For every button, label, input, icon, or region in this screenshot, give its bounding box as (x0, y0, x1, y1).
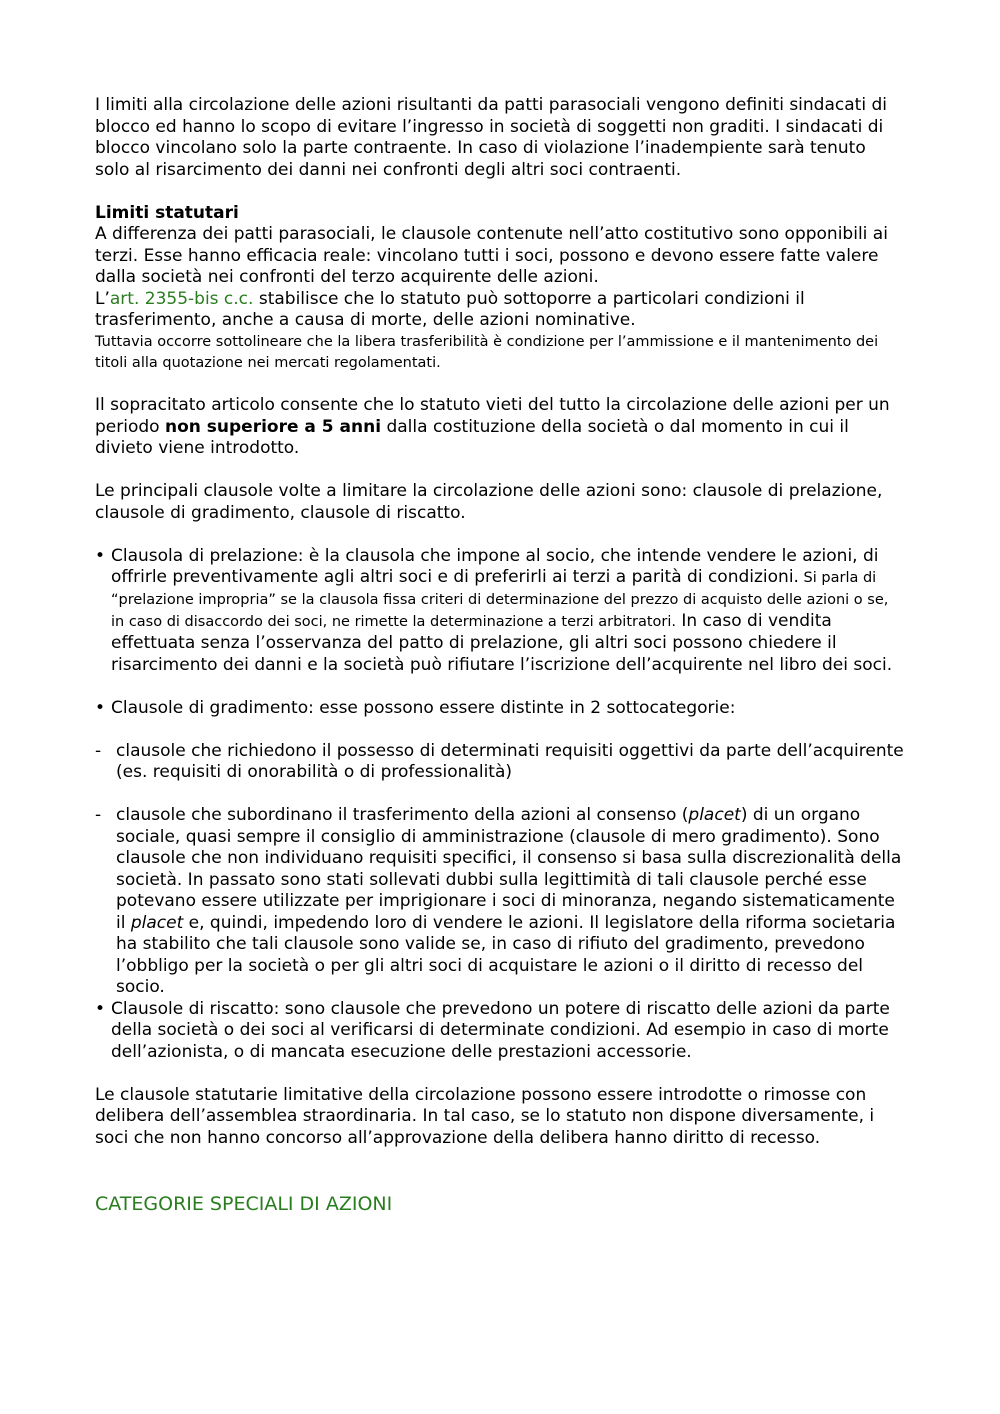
paragraph-limiti-statutari: A differenza dei patti parasociali, le clausole contenute nell’atto costitutivo sono opponibili ai terzi. Esse hanno efficacia reale: vincolano tutti i soci, possono e devono essere fatte valere dalla società nei confronti del terzo acquirente delle azioni. (95, 224, 888, 287)
text-span: Il sopracitato articolo consente che lo statuto vieti del tutto la circolazione delle azioni per un periodo (95, 395, 890, 437)
text-span: dalla costituzione della società o dal momento in cui il divieto viene introdotto. (95, 416, 849, 458)
spacer (95, 1063, 905, 1085)
spacer (95, 1171, 905, 1193)
text-span: ) di un organo sociale, quasi sempre il consiglio di amministrazione (clausole di mero gradimento). Sono clausole che non individuano requisiti specifici, il consenso si basa sulla discrezionalità della società. In passato sono stati sollevati dubbi sulla legittimità di tali clausole perché esse potevano essere utilizzate per imprigionare i soci di minoranza, negando sistematicamente il (116, 805, 902, 933)
spacer (95, 719, 905, 741)
art-rest: stabilisce che lo statuto può sottoporre a particolari condizioni il trasferimento, anche a causa di morte, delle azioni nominative. (95, 288, 805, 330)
dash-item-placet (95, 805, 905, 999)
list-item-gradimento (95, 698, 905, 720)
small-note-quotazione: Tuttavia occorre sottolineare che la libera trasferibilità è condizione per l’ammissione e il mantenimento dei titoli alla quotazione nei mercati regolamentati. (95, 333, 879, 371)
document-page (95, 95, 905, 1216)
prelazione-text (111, 546, 905, 677)
paragraph-assemblea-straordinaria: Le clausole statutarie limitative della circolazione possono essere introdotte o rimosse con delibera dell’assemblea straordinaria. In tal caso, se lo statuto non dispone diversamente, i soci che non hanno concorso all’approvazione della delibera hanno diritto di recesso. (95, 1084, 875, 1148)
italic-placet: placet (130, 912, 184, 933)
dash-text-requisiti: clausole che richiedono il possesso di determinati requisiti oggettivi da parte dell’acquirente (es. requisiti di onorabilità o di professionalità) (116, 740, 904, 782)
paragraph-sopracitato (95, 395, 905, 460)
spacer (95, 676, 905, 698)
text-span: e, quindi, impedendo loro di vendere le azioni. Il legislatore della riforma societaria ha stabilito che tali clausole sono valide se, in caso di rifiuto del gradimento, prevedono l’obbligo per la società o per gli altri soci di acquistare le azioni o il diritto di recesso del socio. (116, 912, 896, 997)
list-item-prelazione (95, 546, 905, 677)
art-prefix: L’ (95, 288, 110, 309)
dash-text-placet (116, 805, 905, 999)
bullet-mark: • (95, 998, 106, 1019)
list-item-riscatto (95, 999, 905, 1064)
spacer (95, 524, 905, 546)
small-text-prelazione-impropria: Si parla di “prelazione impropria” se la clausola fissa criteri di determinazione del prezzo di acquisto delle azioni o se, in caso di disaccordo dei soci, ne rimette la determinazione a terzi arbitratori. (111, 570, 889, 630)
text-span: clausole che subordinano il trasferimento della azioni al consenso ( (116, 805, 689, 825)
bullet-mark: • (95, 697, 106, 718)
italic-placet: placet (688, 805, 741, 825)
paragraph-art-2355 (95, 289, 905, 332)
bullet-mark: • (95, 545, 106, 566)
dash-mark: - (95, 740, 102, 761)
bold-text-5-anni: non superiore a 5 anni (164, 416, 382, 437)
spacer (95, 181, 905, 203)
spacer (95, 460, 905, 482)
dash-item-requisiti (95, 741, 905, 784)
text-span: In caso di vendita effettuata senza l’osservanza del patto di prelazione, gli altri soci possono chiedere il risarcimento dei danni e la società può rifiutare l’iscrizione dell’acquirente nel libro dei soci. (111, 611, 893, 675)
spacer (95, 784, 905, 806)
gradimento-intro: Clausole di gradimento: esse possono essere distinte in 2 sottocategorie: (111, 697, 736, 718)
text-span: Clausola di prelazione: è la clausola che impone al socio, che intende vendere le azioni, di offrirle preventivamente agli altri soci e di preferirli ai terzi a parità di condizioni. (111, 545, 879, 587)
spacer (95, 1149, 905, 1171)
riscatto-text: Clausole di riscatto: sono clausole che prevedono un potere di riscatto delle azioni da parte della società o dei soci al verificarsi di determinate condizioni. Ad esempio in caso di morte dell’azionista, o di mancata esecuzione delle prestazioni accessorie. (111, 998, 890, 1062)
paragraph-sindacati-di-blocco: I limiti alla circolazione delle azioni risultanti da patti parasociali vengono definiti sindacati di blocco ed hanno lo scopo di evitare l’ingresso in società di soggetti non graditi. I sindacati di blocco vincolano solo la parte contraente. In caso di violazione l’inadempiente sarà tenuto solo al risarcimento dei danni nei confronti degli altri soci contraenti. (95, 95, 887, 180)
heading-limiti-statutari: Limiti statutari (95, 202, 239, 223)
spacer (95, 374, 905, 396)
art-2355-bis-link[interactable]: art. 2355-bis c.c. (109, 288, 254, 309)
dash-mark: - (95, 805, 102, 825)
paragraph-principali-clausole: Le principali clausole volte a limitare la circolazione delle azioni sono: clausole di prelazione, clausole di gradimento, clausole di riscatto. (95, 481, 883, 523)
section-title-categorie-speciali: CATEGORIE SPECIALI DI AZIONI (95, 1193, 393, 1215)
